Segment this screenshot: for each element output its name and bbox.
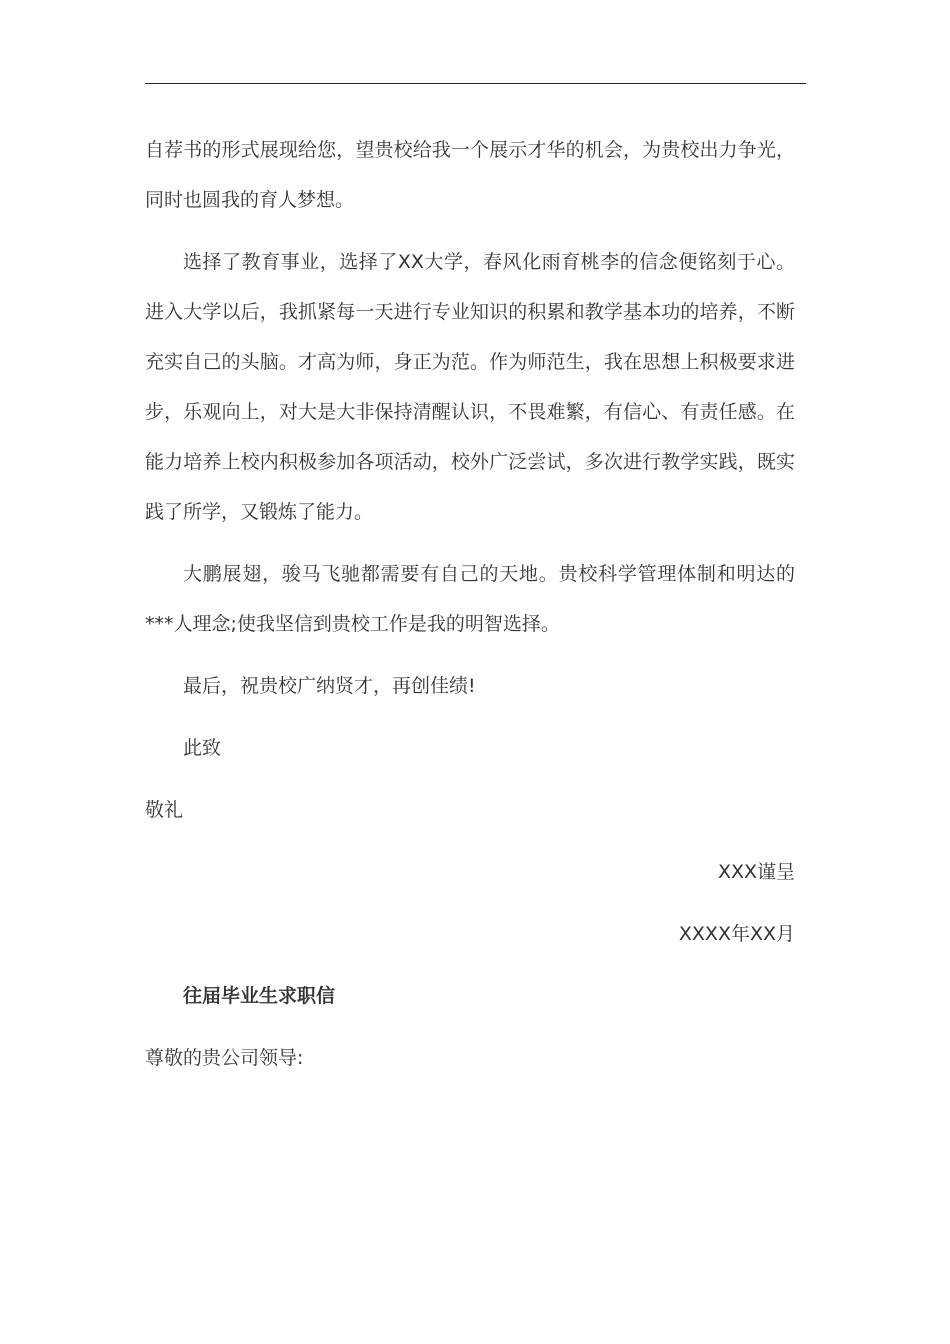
- paragraph-closing-wish: 最后，祝贵校广纳贤才，再创佳绩!: [183, 675, 476, 697]
- section-title: 往届毕业生求职信: [183, 985, 336, 1007]
- closing-jingli: 敬礼: [145, 799, 184, 821]
- closing-cizhi: 此致: [183, 737, 222, 759]
- header-rule: [145, 83, 806, 84]
- paragraph-intro-continuation: 自荐书的形式展现给您，望贵校给我一个展示才华的机会，为贵校出力争光，同时也圆我的育人梦想。: [145, 139, 795, 211]
- salutation: 尊敬的贵公司领导:: [145, 1047, 304, 1069]
- signature: XXX谨呈: [717, 861, 795, 883]
- date: XXXX年XX月: [678, 923, 795, 945]
- paragraph-school-choice: 大鹏展翅，骏马飞驰都需要有自己的天地。贵校科学管理体制和明达的***人理念;使我坚信到贵校工作是我的明智选择。: [145, 563, 795, 635]
- letter-body: [145, 125, 795, 1095]
- paragraph-education-career: 选择了教育事业，选择了XX大学，春风化雨育桃李的信念便铭刻于心。进入大学以后，我抓紧每一天进行专业知识的积累和教学基本功的培养，不断充实自己的头脑。才高为师，身正为范。作为师范生，我在思想上积极要求进步，乐观向上，对大是大非保持清醒认识，不畏难繁，有信心、有责任感。在能力培养上校内积极参加各项活动，校外广泛尝试，多次进行教学实践，既实践了所学，又锻炼了能力。: [145, 251, 795, 523]
